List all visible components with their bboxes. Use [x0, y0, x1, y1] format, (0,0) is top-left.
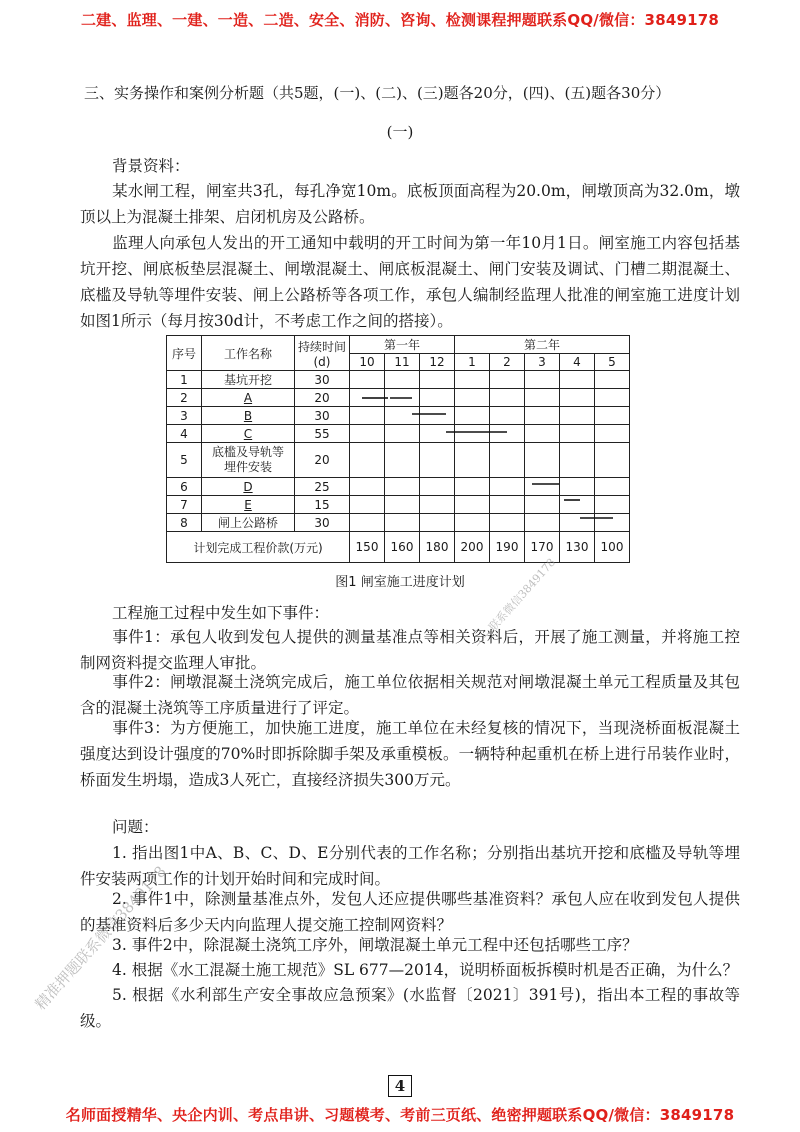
question-3: 3. 事件2中，除混凝土浇筑工序外，闸墩混凝土单元工程中还包括哪些工序？ — [112, 936, 638, 954]
row-name: 底槛及导轨等埋件安装 — [202, 443, 295, 478]
month-cell: 3 — [525, 354, 560, 371]
row-duration: 15 — [295, 496, 350, 514]
row-duration: 20 — [295, 443, 350, 478]
page-number: 4 — [388, 1075, 412, 1097]
background-para-2: 监理人向承包人发出的开工通知中载明的开工时间为第一年10月1日。闸室施工内容包括基坑开挖、闸底板垫层混凝土、闸墩混凝土、闸底板混凝土、闸门安装及调试、门槽二期混凝土、底槛及导轨等埋件安装、闸上公路桥等各项工作，承包人编制经监理人批准的闸室施工进度计划如图1所示（每月按30d计，不考虑工作之间的搭接）。 — [80, 234, 740, 330]
table-header-row — [167, 336, 630, 354]
row-duration: 30 — [295, 371, 350, 389]
table-row — [167, 389, 630, 407]
row-duration: 30 — [295, 514, 350, 532]
total-cell: 160 — [385, 532, 420, 563]
schedule-table — [166, 335, 630, 563]
table-total-row — [167, 532, 630, 563]
table-row — [167, 425, 630, 443]
row-name: E — [202, 496, 295, 514]
watermark: ——联系微信3849178 — [471, 555, 559, 651]
table-row — [167, 514, 630, 532]
row-duration: 25 — [295, 478, 350, 496]
total-cell: 170 — [525, 532, 560, 563]
row-name: D — [202, 478, 295, 496]
row-no: 5 — [167, 443, 202, 478]
row-name: C — [202, 425, 295, 443]
row-name: A — [202, 389, 295, 407]
total-cell: 190 — [490, 532, 525, 563]
total-cell: 100 — [595, 532, 630, 563]
total-label: 计划完成工程价款(万元) — [167, 532, 350, 563]
question-5: 5. 根据《水利部生产安全事故应急预案》(水监督〔2021〕391号)，指出本工程的事故等级。 — [80, 986, 740, 1030]
background-para-1: 某水闸工程，闸室共3孔，每孔净宽10m。底板顶面高程为20.0m，闸墩顶高为32.0m，墩顶以上为混凝土排架、启闭机房及公路桥。 — [80, 182, 740, 226]
event-1: 事件1：承包人收到发包人提供的测量基准点等相关资料后，开展了施工测量，并将施工控制网资料提交监理人审批。 — [80, 628, 740, 672]
row-no: 3 — [167, 407, 202, 425]
total-cell: 130 — [560, 532, 595, 563]
month-cell: 12 — [420, 354, 455, 371]
question-4: 4. 根据《水工混凝土施工规范》SL 677—2014，说明桥面板拆模时机是否正确，为什么？ — [112, 961, 739, 979]
row-no: 1 — [167, 371, 202, 389]
row-duration: 55 — [295, 425, 350, 443]
question-2: 2. 事件1中，除测量基准点外，发包人还应提供哪些基准资料？承包人应在收到发包人提供的基准资料后多少天内向监理人提交施工控制网资料？ — [80, 890, 740, 934]
background-label: 背景资料： — [112, 157, 190, 175]
table-row — [167, 478, 630, 496]
month-cell: 11 — [385, 354, 420, 371]
row-no: 6 — [167, 478, 202, 496]
row-duration: 30 — [295, 407, 350, 425]
row-name: 闸上公路桥 — [202, 514, 295, 532]
row-no: 2 — [167, 389, 202, 407]
header-name: 工作名称 — [202, 336, 295, 371]
row-name: B — [202, 407, 295, 425]
row-no: 8 — [167, 514, 202, 532]
month-cell: 10 — [350, 354, 385, 371]
month-cell: 4 — [560, 354, 595, 371]
section-heading: 三、实务操作和案例分析题（共5题，(一)、(二)、(三)题各20分，(四)、(五)题各30分） — [84, 84, 671, 102]
table-row — [167, 496, 630, 514]
header-year1: 第一年 — [350, 336, 455, 354]
top-banner: 二建、监理、一建、一造、二造、安全、消防、咨询、检测课程押题联系QQ/微信：3849178 — [80, 11, 720, 29]
row-name: 基坑开挖 — [202, 371, 295, 389]
row-no: 7 — [167, 496, 202, 514]
row-no: 4 — [167, 425, 202, 443]
watermark: 精准押题联系微信3849178 — [31, 862, 170, 1014]
question-1: 1. 指出图1中A、B、C、D、E分别代表的工作名称；分别指出基坑开挖和底槛及导轨等埋件安装两项工作的计划开始时间和完成时间。 — [80, 844, 740, 888]
total-cell: 200 — [455, 532, 490, 563]
header-year2: 第二年 — [455, 336, 630, 354]
row-duration: 20 — [295, 389, 350, 407]
case-title: (一) — [386, 123, 414, 141]
event-3: 事件3：为方便施工，加快施工进度，施工单位在未经复核的情况下，当现浇桥面板混凝土强度达到设计强度的70%时即拆除脚手架及承重模板。一辆特种起重机在桥上进行吊装作业时，桥面发生坍塌，造成3人死亡，直接经济损失300万元。 — [80, 719, 740, 789]
total-cell: 150 — [350, 532, 385, 563]
events-intro: 工程施工过程中发生如下事件： — [112, 604, 330, 622]
table-row — [167, 407, 630, 425]
bottom-banner: 名师面授精华、央企内训、考点串讲、习题模考、考前三页纸、绝密押题联系QQ/微信：3849178 — [65, 1106, 735, 1124]
total-cell: 180 — [420, 532, 455, 563]
event-2: 事件2：闸墩混凝土浇筑完成后，施工单位依据相关规范对闸墩混凝土单元工程质量及其包含的混凝土浇筑等工序质量进行了评定。 — [80, 673, 740, 717]
header-no: 序号 — [167, 336, 202, 371]
questions-label: 问题： — [112, 818, 159, 836]
month-cell: 5 — [595, 354, 630, 371]
month-cell: 1 — [455, 354, 490, 371]
table-row — [167, 371, 630, 389]
figure-caption: 图1 闸室施工进度计划 — [335, 575, 465, 590]
header-duration: 持续时间(d) — [295, 336, 350, 371]
month-cell: 2 — [490, 354, 525, 371]
table-row — [167, 443, 630, 478]
